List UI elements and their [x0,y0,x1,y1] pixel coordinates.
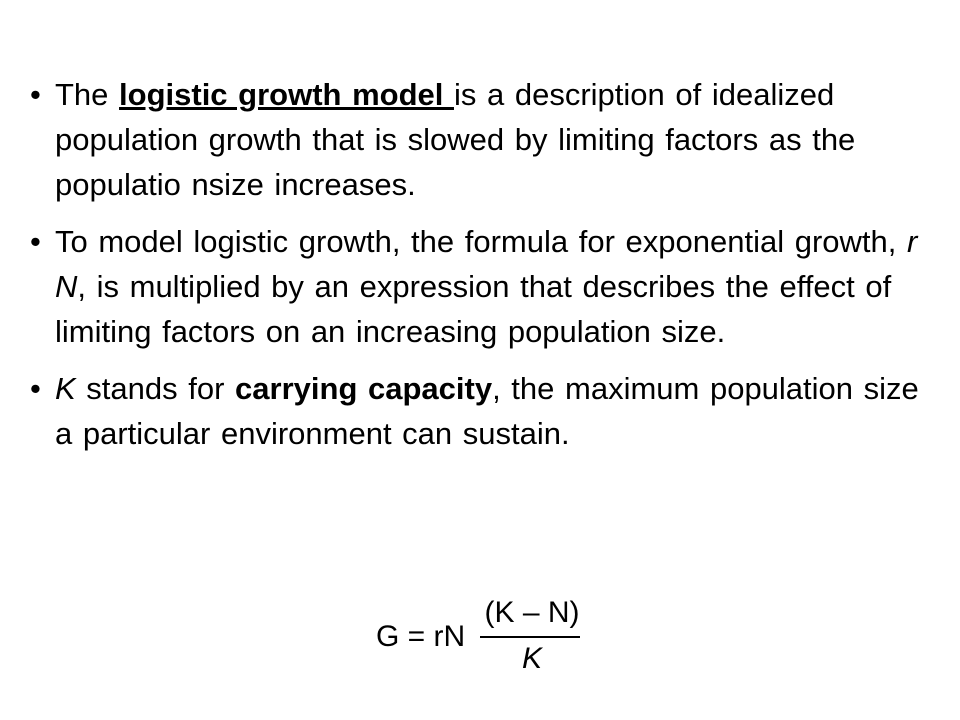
bullet-text-run: is a description of idealized population growth that is slowed by limiting factors as the populatio nsize increases. [55,77,856,202]
fraction-bar [480,636,580,638]
formula-numerator: (K – N) [484,596,580,629]
bullet-text-run: To model logistic growth, the formula for exponential growth, [55,224,907,259]
bullet-marker: • [30,77,41,112]
bullet-marker: • [30,224,41,259]
bullet-text-run: The [55,77,120,112]
bullet-item [30,72,930,207]
bullet-list [30,72,930,468]
term-carrying-capacity: carrying capacity [235,371,493,406]
bullet-text-run: , is multiplied by an expression that describes the effect of limiting factors on an increasing population size. [55,269,892,349]
term-k: K [55,371,76,406]
bullet-text-run: , the maximum population size a particular environment can sustain. [55,371,919,451]
bullet-item [30,366,930,456]
bullet-marker: • [30,371,41,406]
bullet-item [30,219,930,354]
term-rn: r N [55,224,918,304]
formula-denominator: K [521,642,542,675]
bullet-text-run: stands for [75,371,236,406]
term-logistic-growth-model: logistic growth model [119,77,454,112]
formula-lhs: G = rN [376,620,466,653]
logistic-growth-formula [376,596,596,686]
